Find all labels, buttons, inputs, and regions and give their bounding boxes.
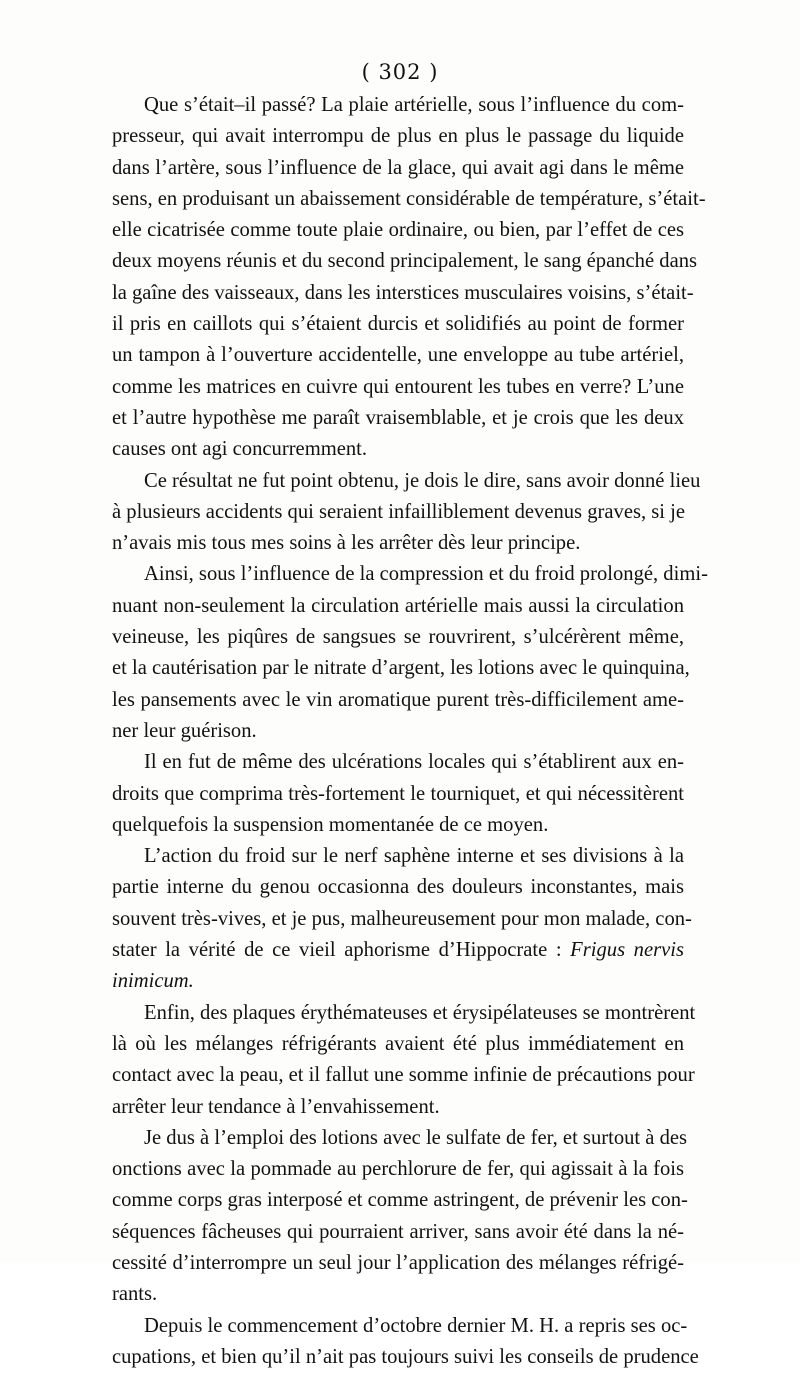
text-line: [112, 1060, 695, 1091]
text-line: [112, 591, 684, 622]
text-line-content: comme corps gras interposé et comme astringent, de prévenir les con-: [112, 1189, 688, 1212]
text-line: [112, 153, 684, 184]
text-line: [112, 309, 684, 340]
text-line-content: causes ont agi concurremment.: [112, 438, 368, 461]
text-line: [112, 1092, 684, 1123]
text-line: [112, 1185, 688, 1216]
text-line-content: il pris en caillots qui s’étaient durcis et solidifiés au point de former: [112, 313, 684, 336]
text-line: [112, 90, 684, 121]
text-line: [112, 184, 706, 215]
text-line: [112, 559, 708, 590]
text-line: [112, 653, 690, 684]
text-line: [112, 810, 684, 841]
text-line-content: Ainsi, sous l’influence de la compression et du froid prolongé, dimi-: [144, 563, 708, 586]
text-line-content: à plusieurs accidents qui seraient infailliblement devenus graves, si je: [112, 500, 686, 523]
text-line: [112, 716, 684, 747]
text-line-content: souvent très-vives, et je pus, malheureusement pour mon malade, con-: [112, 907, 692, 930]
text-line: [112, 372, 684, 403]
text-line-content: sens, en produisant un abaissement considérable de température, s’était-: [112, 187, 706, 210]
text-line: [112, 904, 692, 935]
text-line: [112, 622, 684, 653]
text-line-content: la gaîne des vaisseaux, dans les interstices musculaires voisins, s’était-: [112, 281, 694, 304]
text-line: [112, 779, 684, 810]
text-line: [112, 121, 684, 152]
latin-quote: Frigus nervis: [570, 939, 685, 962]
text-line-content: et l’autre hypothèse me paraît vraisemblable, et je crois que les deux: [112, 406, 684, 429]
text-line: [112, 841, 684, 872]
text-line: [112, 1248, 684, 1279]
text-line: [112, 215, 684, 246]
text-line: [112, 872, 684, 903]
text-line-content: ner leur guérison.: [112, 719, 257, 742]
text-line-content: séquences fâcheuses qui pourraient arriver, sans avoir été dans la né-: [112, 1220, 684, 1243]
text-line-content: nuant non-seulement la circulation artérielle mais aussi la circulation: [112, 594, 684, 617]
text-line-content: droits que comprima très-fortement le tourniquet, et qui nécessitèrent: [112, 782, 684, 805]
body-text: [112, 90, 708, 1373]
text-line-content: n’avais mis tous mes soins à les arrêter dès leur principe.: [112, 532, 581, 555]
text-line-content: stater la vérité de ce vieil aphorisme d’Hippocrate :: [112, 939, 571, 962]
text-line-content: rants.: [112, 1283, 158, 1306]
text-line-content: Il en fut de même des ulcérations locales qui s’établirent aux en-: [144, 751, 684, 774]
text-line-content: cupations, et bien qu’il n’ait pas toujours suivi les conseils de prudence: [112, 1345, 699, 1368]
text-line-content: deux moyens réunis et du second principalement, le sang épanché dans: [112, 250, 698, 273]
text-line: [112, 497, 684, 528]
text-line: [112, 1123, 688, 1154]
text-line-content: là où les mélanges réfrigérants avaient été plus immédiatement en: [112, 1032, 684, 1055]
text-line-content: dans l’artère, sous l’influence de la glace, qui avait agi dans le même: [112, 156, 684, 179]
text-line-content: L’action du froid sur le nerf saphène interne et ses divisions à la: [144, 845, 684, 868]
text-line-content: Ce résultat ne fut point obtenu, je dois le dire, sans avoir donné lieu: [144, 469, 701, 492]
text-line: [112, 1217, 684, 1248]
text-line: [112, 403, 684, 434]
text-line: [112, 1311, 688, 1342]
text-line: [112, 434, 684, 465]
text-line: [112, 935, 684, 966]
text-line: [112, 246, 698, 277]
text-line-content: un tampon à l’ouverture accidentelle, une enveloppe au tube artériel,: [112, 344, 684, 367]
text-line-content: contact avec la peau, et il fallut une somme infinie de précautions pour: [112, 1064, 695, 1087]
text-line-content: cessité d’interrompre un seul jour l’application des mélanges réfrigé-: [112, 1251, 684, 1274]
text-line-content: Que s’était–il passé? La plaie artérielle, sous l’influence du com-: [144, 94, 684, 116]
text-line: [112, 1342, 699, 1373]
text-line-content: Depuis le commencement d’octobre dernier M. H. a repris ses oc-: [144, 1314, 688, 1337]
text-line-content: partie interne du genou occasionna des douleurs inconstantes, mais: [112, 876, 684, 899]
text-line: [112, 1029, 684, 1060]
text-line: [112, 466, 701, 497]
text-line: [112, 966, 684, 997]
text-line-content: comme les matrices en cuivre qui entourent les tubes en verre? L’une: [112, 375, 684, 398]
text-line-content: elle cicatrisée comme toute plaie ordinaire, ou bien, par l’effet de ces: [112, 219, 684, 242]
text-line: [112, 747, 684, 778]
text-line: [112, 998, 696, 1029]
text-line-content: et la cautérisation par le nitrate d’argent, les lotions avec le quinquina,: [112, 657, 690, 680]
latin-quote: inimicum.: [112, 970, 194, 993]
text-line: [112, 1279, 684, 1310]
text-line-content: veineuse, les piqûres de sangsues se rouvrirent, s’ulcérèrent même,: [112, 626, 684, 649]
text-line-content: les pansements avec le vin aromatique purent très-difficilement ame-: [112, 688, 684, 711]
page-number: ( 302 ): [361, 60, 439, 84]
text-line: [112, 340, 684, 371]
text-line-content: onctions avec la pommade au perchlorure de fer, qui agissait à la fois: [112, 1158, 684, 1181]
text-line-content: arrêter leur tendance à l’envahissement.: [112, 1095, 440, 1118]
text-line: [112, 528, 684, 559]
text-line-content: Je dus à l’emploi des lotions avec le sulfate de fer, et surtout à des: [144, 1126, 688, 1149]
text-line: [112, 278, 694, 309]
text-line: [112, 685, 684, 716]
text-line-content: quelquefois la suspension momentanée de ce moyen.: [112, 813, 549, 836]
text-line: [112, 1154, 684, 1185]
text-line-content: presseur, qui avait interrompu de plus en plus le passage du liquide: [112, 125, 684, 148]
text-line-content: Enfin, des plaques érythémateuses et érysipélateuses se montrèrent: [144, 1001, 696, 1024]
